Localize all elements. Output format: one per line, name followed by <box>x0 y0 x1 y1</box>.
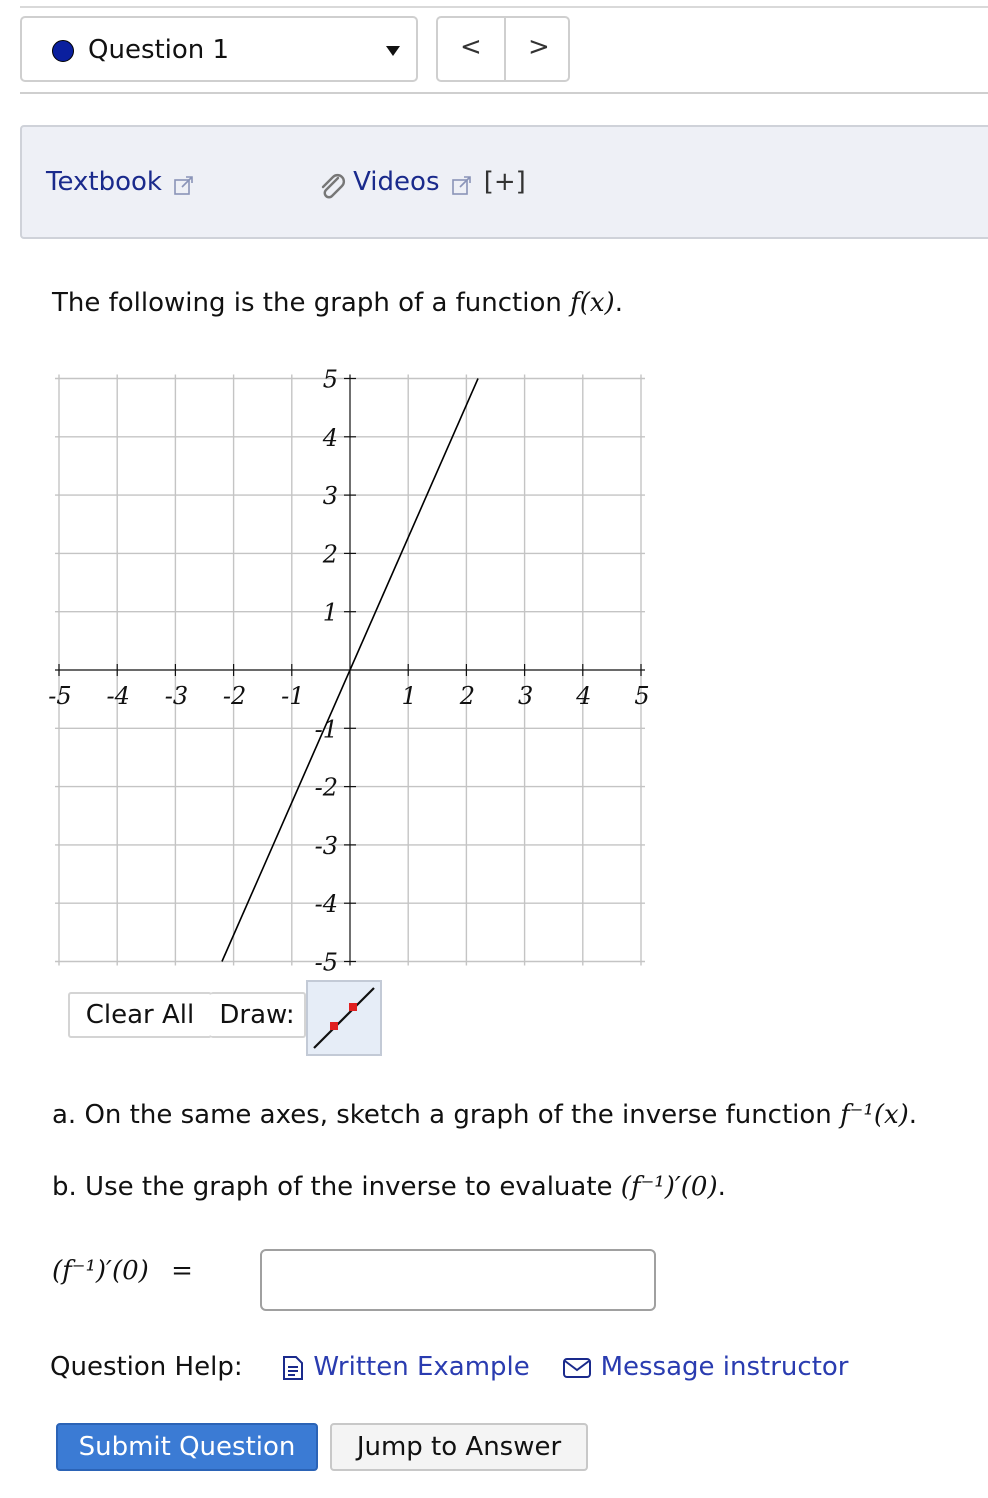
y-tick-label: 1 <box>322 598 338 627</box>
x-tick-label: -3 <box>164 682 189 710</box>
line-tool-button[interactable] <box>306 980 382 1056</box>
x-tick-label: -1 <box>281 682 305 710</box>
submit-question-button[interactable]: Submit Question <box>56 1423 318 1471</box>
y-tick-label: -4 <box>314 890 338 919</box>
x-tick-label: 2 <box>459 682 476 710</box>
videos-expand-toggle[interactable]: [+] <box>483 167 526 197</box>
part-b-text: b. Use the graph of the inverse to evaluate <box>52 1172 613 1202</box>
x-tick-label: -5 <box>48 682 72 710</box>
answer-input[interactable] <box>260 1249 656 1311</box>
x-tick-label: 1 <box>401 682 417 710</box>
x-tick-label: 4 <box>576 682 592 710</box>
prompt-function-math: f(x) <box>570 288 615 318</box>
x-tick-label: -4 <box>106 682 130 710</box>
answer-label-math: (f⁻¹)′(0) <box>52 1256 149 1286</box>
videos-link[interactable]: Videos <box>353 167 440 197</box>
written-example-link[interactable]: Written Example <box>313 1352 530 1382</box>
y-tick-label: -1 <box>314 715 338 744</box>
clear-all-button[interactable]: Clear All <box>68 992 212 1038</box>
x-tick-label: -2 <box>222 682 247 710</box>
question-help-label: Question Help: <box>50 1352 243 1382</box>
answer-label <box>52 1256 193 1286</box>
y-tick-label: -2 <box>314 773 338 802</box>
line-tool-icon <box>308 982 380 1054</box>
previous-question-button[interactable]: < <box>460 32 482 62</box>
part-a-text: a. On the same axes, sketch a graph of the inverse function <box>52 1100 832 1130</box>
message-instructor-link[interactable]: Message instructor <box>600 1352 849 1382</box>
prompt-text: The following is the graph of a function <box>52 288 562 318</box>
question-selector-label: Question 1 <box>88 35 230 65</box>
part-a <box>52 1100 917 1130</box>
y-tick-label: 4 <box>322 423 338 452</box>
y-tick-label: -3 <box>314 831 338 860</box>
document-icon <box>281 1355 305 1381</box>
y-tick-label: 2 <box>322 540 338 569</box>
x-tick-label: 5 <box>634 682 650 710</box>
part-a-end: . <box>908 1100 918 1130</box>
y-tick-label: 5 <box>322 365 338 394</box>
envelope-icon <box>562 1356 592 1380</box>
y-tick-label: 3 <box>322 482 338 511</box>
x-tick-label: 3 <box>517 682 534 710</box>
y-tick-label: -5 <box>314 948 338 977</box>
draw-label: Draw: <box>210 992 306 1038</box>
part-b-math: (f⁻¹)′(0) <box>620 1172 718 1202</box>
question-help <box>50 1352 849 1382</box>
textbook-link[interactable]: Textbook <box>46 167 162 197</box>
prompt-end: . <box>614 288 623 318</box>
next-question-button[interactable]: > <box>528 32 550 62</box>
answer-equals: = <box>171 1256 193 1286</box>
part-b <box>52 1172 726 1202</box>
part-b-end: . <box>717 1172 726 1202</box>
jump-to-answer-button[interactable]: Jump to Answer <box>330 1423 588 1471</box>
part-a-math: f⁻¹(x) <box>840 1100 909 1130</box>
